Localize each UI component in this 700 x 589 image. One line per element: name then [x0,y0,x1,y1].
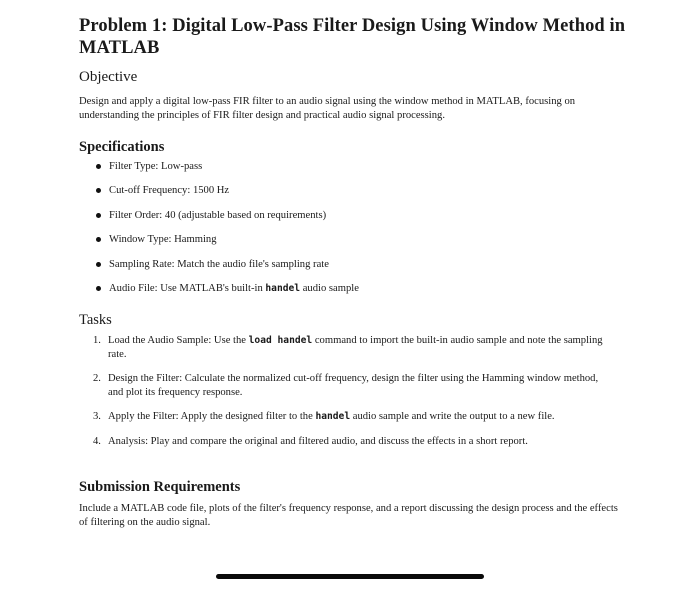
bullet-icon [96,262,101,267]
tasks-list [93,334,615,459]
task-text-prefix: Load the Audio Sample: Use the [108,335,249,346]
list-item [96,258,359,282]
task-text: Analysis: Play and compare the original and filtered audio, and discuss the effects in a short report. [108,435,528,447]
tasks-heading: Tasks [79,312,112,328]
list-item [93,372,615,399]
spec-audio-suffix: audio sample [300,282,359,294]
task-text-suffix: command to import the built-in audio sample and note the sampling rate. [108,335,603,360]
task-text-prefix: Apply the Filter: Apply the designed filter to the [108,411,316,422]
spec-audio-code: handel [265,282,301,294]
task-number: 1. [93,335,101,346]
task-code: handel [315,411,351,422]
specifications-heading: Specifications [79,139,165,155]
spec-audio-prefix: Audio File: Use MATLAB's built-in [109,282,266,294]
task-number: 4. [93,435,101,447]
list-item [96,184,359,208]
specifications-list [96,160,359,306]
objective-text: Design and apply a digital low-pass FIR filter to an audio signal using the window method in MATLAB, focusing on understanding the principles of FIR filter design and practical audio signal processing. [79,96,576,121]
spec-sampling-rate: Sampling Rate: Match the audio file's sampling rate [109,258,329,270]
spec-cutoff: Cut-off Frequency: 1500 Hz [109,185,230,197]
list-item [96,209,359,233]
list-item [96,160,359,184]
task-text: Design the Filter: Calculate the normalized cut-off frequency, design the filter using the Hamming window method, and plot its frequency response. [108,373,599,398]
submission-text: Include a MATLAB code file, plots of the filter's frequency response, and a report discussing the design process and the effects of filtering on the audio signal. [79,503,618,528]
submission-heading: Submission Requirements [79,479,241,495]
page-title: Problem 1: Digital Low-Pass Filter Design Using Window Method in MATLAB [79,16,626,58]
task-number: 2. [93,373,101,384]
objective-heading: Objective [79,69,138,85]
bullet-icon [96,188,101,193]
list-item [93,334,615,361]
spec-window: Window Type: Hamming [109,234,217,246]
spec-filter-type: Filter Type: Low-pass [109,161,203,172]
list-item [96,282,359,306]
task-text-suffix: audio sample and write the output to a new file. [350,411,555,422]
home-indicator-bar[interactable] [216,574,484,579]
list-item [93,410,615,424]
task-code: load handel [248,335,313,346]
list-item [96,233,359,257]
bullet-icon [96,164,101,169]
list-item [93,435,615,449]
bullet-icon [96,213,101,218]
bullet-icon [96,286,101,291]
spec-order: Filter Order: 40 (adjustable based on requirements) [109,209,327,221]
task-number: 3. [93,411,101,422]
bullet-icon [96,237,101,242]
